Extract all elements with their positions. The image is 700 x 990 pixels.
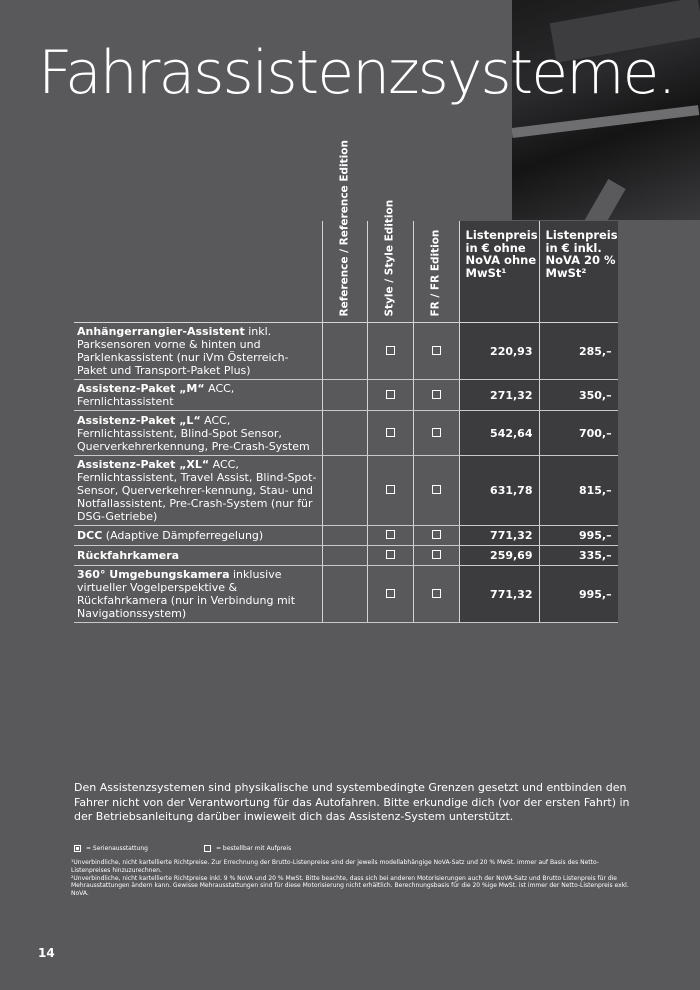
row-name: Rückfahrkamera <box>77 549 180 562</box>
optional-box-icon <box>432 530 441 539</box>
price-gross: 815,– <box>539 456 618 526</box>
price-gross: 995,– <box>539 526 618 546</box>
row-name: DCC <box>77 529 103 542</box>
legend-standard-label: = Serienausstattung <box>86 845 148 852</box>
price-gross: 350,– <box>539 380 618 411</box>
optional-box-icon <box>432 550 441 559</box>
optional-box-icon <box>432 485 441 494</box>
column-header-reference: Reference / Reference Edition <box>322 221 367 323</box>
optional-box-icon <box>386 428 395 437</box>
row-description: ACC, Fernlichtassistent <box>77 382 235 408</box>
optional-box-icon <box>386 530 395 539</box>
price-net: 542,64 <box>459 411 539 456</box>
optional-box-icon <box>386 390 395 399</box>
table-row <box>74 546 618 566</box>
optional-box-icon <box>432 346 441 355</box>
legend-optional-label: = bestellbar mit Aufpreis <box>216 845 292 852</box>
row-description: inklusive virtueller Vogelperspektive & Rückfahrkamera (nur in Verbindung mit Navigationssystem) <box>77 568 296 620</box>
optional-box-icon <box>386 550 395 559</box>
price-net: 220,93 <box>459 323 539 380</box>
page-number: 14 <box>38 946 55 960</box>
table-row <box>74 566 618 623</box>
price-gross: 335,– <box>539 546 618 566</box>
disclaimer-text: Den Assistenzsystemen sind physikalische und systembedingte Grenzen gesetzt und entbinden den Fahrer nicht von der Verantwortung für das Autofahren. Bitte erkundige dich (vor der ersten Fahrt) in der Betriebsanleitung darüber inwieweit dich das Assistenz-System unterstützt. <box>74 781 630 823</box>
column-header-price-net: Listenpreis in € ohne NoVA ohne MwSt¹ <box>459 221 539 323</box>
row-name: Anhängerrangier-Assistent <box>77 325 245 338</box>
column-header-fr: FR / FR Edition <box>413 221 459 323</box>
column-header-style: Style / Style Edition <box>367 221 413 323</box>
row-name: Assistenz-Paket „XL“ <box>77 458 210 471</box>
price-net: 771,32 <box>459 526 539 546</box>
column-header-price-gross: Listenpreis in € inkl. NoVA 20 % MwSt² <box>539 221 618 323</box>
row-description: (Adaptive Dämpferregelung) <box>102 529 264 542</box>
row-name: Assistenz-Paket „M“ <box>77 382 205 395</box>
row-description: ACC, Fernlichtassistent, Travel Assist, Blind-Spot-Sensor, Querverkehrer-kennung, Stau- und Notfallassistent, Pre-Crash-System (nur für DSG-Getriebe) <box>77 458 317 523</box>
price-net: 771,32 <box>459 566 539 623</box>
price-net: 271,32 <box>459 380 539 411</box>
legend <box>74 845 291 852</box>
optional-box-icon <box>432 589 441 598</box>
row-name: 360° Umgebungskamera <box>77 568 230 581</box>
optional-box-icon <box>386 346 395 355</box>
table-header-row <box>74 221 618 323</box>
car-interior-photo <box>512 0 700 220</box>
optional-box-icon <box>432 428 441 437</box>
price-table <box>74 140 618 623</box>
footnotes <box>71 859 631 898</box>
price-gross: 285,– <box>539 323 618 380</box>
standard-equipment-icon <box>74 845 81 852</box>
footnote-2: ²Unverbindliche, nicht kartellierte Richtpreise inkl. 9 % NoVA und 20 % MwSt. Bitte beachte, dass sich bei anderen Motorisierungen auch der NoVA-Satz und Brutto Listenpreis für die Mehrausstattungen ändern kann. Gewisse Mehrausstattungen sind für diese Motorisierung nicht erhältlich. Berechnungsbasis für die 20 %ige MwSt. ist immer der Netto-Listenpreis exkl. NoVA. <box>71 874 629 898</box>
row-description: ACC, Fernlichtassistent, Blind-Spot Sensor, Querverkehrerkennung, Pre-Crash-System <box>77 413 310 453</box>
table-row <box>74 456 618 526</box>
optional-box-icon <box>432 390 441 399</box>
optional-box-icon <box>386 485 395 494</box>
table-row <box>74 526 618 546</box>
row-name: Assistenz-Paket „L“ <box>77 413 201 427</box>
row-description: inkl. Parksensoren vorne & hinten und Parklenkassistent (nur iVm Österreich-Paket und Transport-Paket Plus) <box>77 325 289 377</box>
price-net: 259,69 <box>459 546 539 566</box>
optional-box-icon <box>386 589 395 598</box>
table-row <box>74 323 618 380</box>
footnote-1: ¹Unverbindliche, nicht kartellierte Richtpreise. Zur Errechnung der Brutto-Listenpreise sind der jeweils modellabhängige NoVA-Satz und 20 % MwSt. immer auf Basis des Netto-Listenpreises hinzuzurechnen. <box>71 859 599 874</box>
page-title: Fahrassistenzsysteme. <box>38 38 675 108</box>
price-gross: 995,– <box>539 566 618 623</box>
price-net: 631,78 <box>459 456 539 526</box>
price-gross: 700,– <box>539 411 618 456</box>
optional-equipment-icon <box>204 845 211 852</box>
table-row <box>74 411 618 456</box>
table-row <box>74 380 618 411</box>
